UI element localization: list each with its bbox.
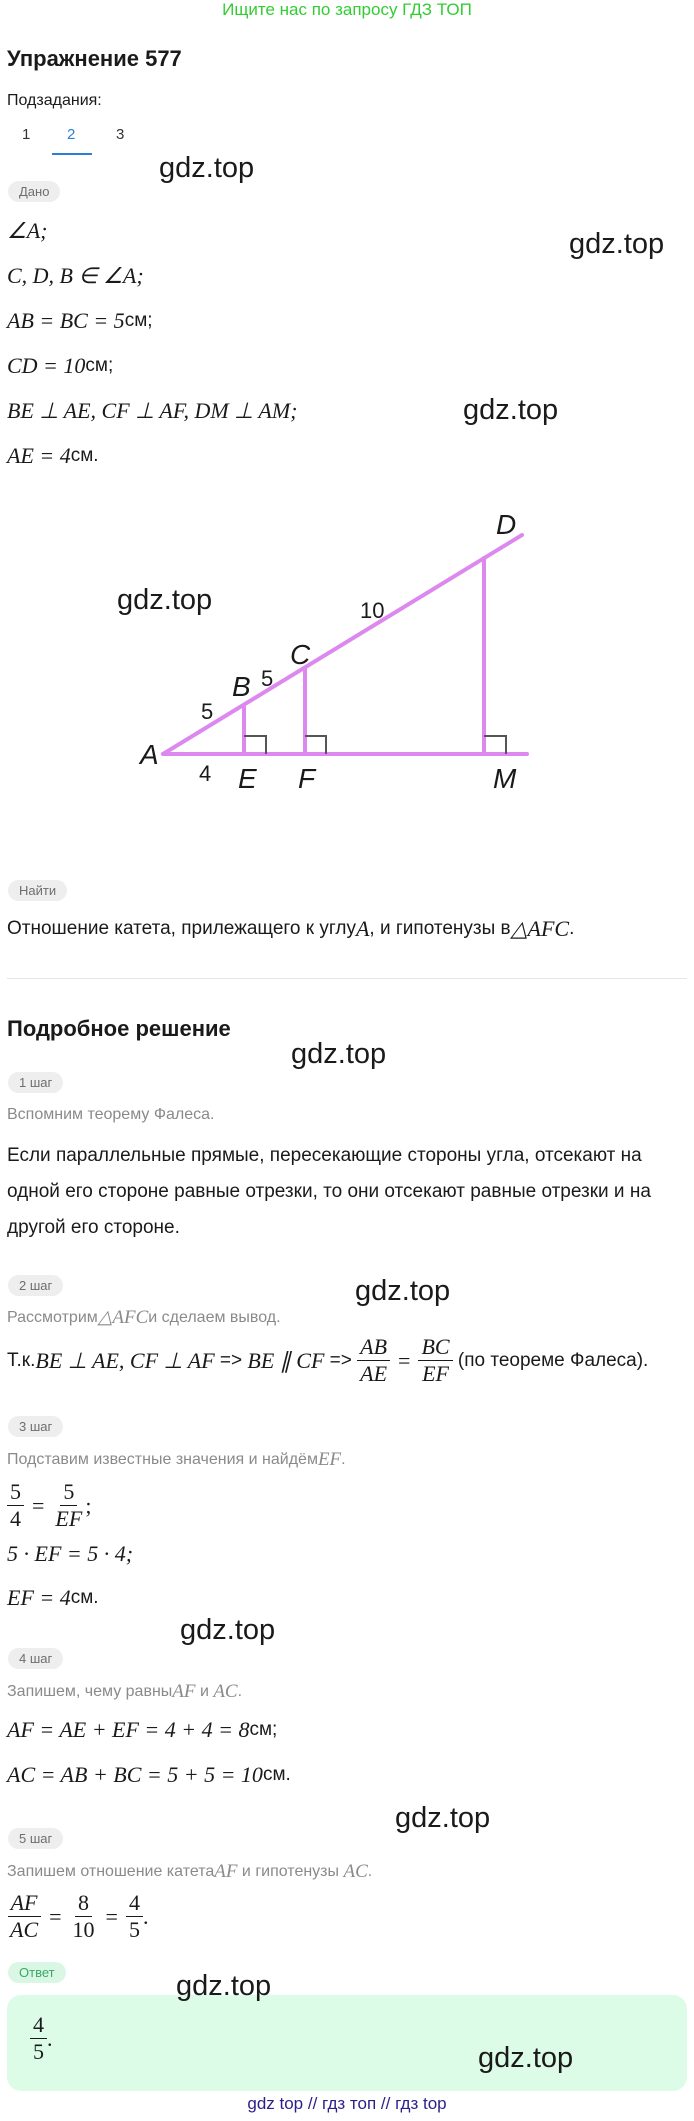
step-2-frac-1 — [357, 1334, 390, 1387]
step-2-hint — [7, 1306, 281, 1329]
step-3-frac-1-den: 4 — [10, 1506, 21, 1531]
step-5-frac-1 — [7, 1890, 41, 1943]
step-5-badge: 5 шаг — [8, 1828, 63, 1849]
step-2-arrow-1: => — [214, 1349, 248, 1371]
point-label-d: D — [496, 509, 517, 540]
watermark-10: gdz.top — [478, 2042, 574, 2074]
step-5-frac-2 — [70, 1890, 98, 1943]
step-4-line-2-unit: см. — [262, 1764, 291, 1785]
step-5-frac-1-num: AF — [8, 1890, 41, 1917]
footer-link-1[interactable]: gdz top — [247, 2094, 304, 2113]
answer-frac — [30, 2012, 47, 2065]
find-math-1: A — [355, 916, 370, 941]
watermark-1: gdz.top — [159, 152, 255, 184]
find-badge: Найти — [8, 880, 67, 901]
step-2-math-1: BE ⊥ AE, CF ⊥ AF — [35, 1347, 215, 1373]
geometry-diagram — [0, 490, 694, 820]
step-2-math-2: BE ∥ CF — [247, 1347, 325, 1373]
length-label-ab: 5 — [201, 699, 214, 724]
step-4-line-2 — [7, 1762, 291, 1788]
find-text — [7, 916, 574, 942]
answer-frac-num: 4 — [30, 2012, 47, 2039]
footer-link-3[interactable]: гдз top — [395, 2094, 447, 2113]
step-2-hint-b: и сделаем вывод. — [148, 1308, 281, 1326]
step-5-frac-3-den: 5 — [128, 1917, 140, 1942]
find-text-3: . — [569, 918, 575, 939]
step-5-frac-1-den: AC — [10, 1917, 39, 1942]
step-3-hint-a: Подставим известные значения и найдём — [7, 1451, 318, 1468]
step-5-frac-2-num: 8 — [75, 1890, 92, 1917]
step-2-frac-1-num: AB — [357, 1334, 390, 1361]
given-line-3 — [7, 308, 153, 334]
tab-1[interactable]: 1 — [22, 126, 31, 143]
step-4-line-2-math: AC = AB + BC = 5 + 5 = 10 — [7, 1762, 263, 1787]
step-5-frac-2-den: 10 — [72, 1917, 95, 1942]
line-ad — [163, 535, 522, 754]
point-label-e: E — [238, 763, 257, 794]
answer-value — [30, 2012, 53, 2065]
step-2-badge: 2 шаг — [8, 1275, 63, 1296]
watermark-6: gdz.top — [355, 1275, 451, 1307]
right-angle-f — [305, 736, 326, 754]
footer-sep-1: // — [303, 2094, 323, 2113]
given-line-4-unit: см; — [85, 355, 114, 376]
step-2-hint-a: Рассмотрим — [7, 1308, 98, 1326]
step-4-hint-math-2: AC — [213, 1681, 238, 1702]
step-4-badge: 4 шаг — [8, 1648, 63, 1669]
step-2-hint-math: △AFC — [97, 1307, 149, 1328]
length-label-bc: 5 — [261, 666, 274, 691]
subtasks-label: Подзадания: — [7, 92, 102, 109]
answer-badge: Ответ — [8, 1962, 66, 1983]
step-4-hint-b: и — [195, 1683, 214, 1700]
footer-sep-2: // — [376, 2094, 396, 2113]
watermark-3: gdz.top — [463, 394, 559, 426]
step-5-hint — [7, 1861, 372, 1883]
find-math-2: △AFC — [510, 916, 570, 941]
footer-links — [0, 2094, 694, 2114]
step-4-line-1-math: AF = AE + EF = 4 + 4 = 8 — [7, 1717, 250, 1742]
watermark-7: gdz.top — [180, 1614, 276, 1646]
step-3-hint-b: . — [341, 1451, 346, 1468]
step-3-hint — [7, 1449, 346, 1471]
right-angle-e — [244, 736, 266, 754]
watermark-5: gdz.top — [291, 1038, 387, 1070]
answer-box — [7, 1995, 687, 2091]
step-2-frac-1-den: AE — [360, 1361, 388, 1386]
step-5-dot: . — [142, 1903, 149, 1929]
given-line-1: ∠A; — [7, 218, 48, 243]
given-line-6-math: AE = 4 — [7, 443, 71, 468]
divider — [7, 978, 687, 979]
step-2-eq: = — [398, 1347, 411, 1373]
given-line-6 — [7, 443, 99, 469]
given-badge: Дано — [8, 181, 60, 202]
given-line-6-unit: см. — [70, 445, 99, 466]
step-3-line-3-math: EF = 4 — [7, 1585, 71, 1610]
given-line-3-unit: см; — [124, 310, 153, 331]
step-3-line-3 — [7, 1585, 99, 1611]
answer-frac-den: 5 — [33, 2039, 44, 2064]
step-4-hint-c: . — [237, 1683, 243, 1700]
find-text-1: Отношение катета, прилежащего к углу — [7, 918, 356, 939]
step-3-frac-2-den: EF — [55, 1506, 83, 1531]
step-1-badge: 1 шаг — [8, 1072, 63, 1093]
step-1-hint: Вспомним теорему Фалеса. — [7, 1106, 215, 1123]
step-3-frac-1 — [7, 1479, 24, 1532]
step-5-eq-1: = — [49, 1903, 62, 1929]
step-5-eq-2: = — [105, 1903, 118, 1929]
tab-2-underline — [52, 153, 92, 155]
step-5-hint-a: Запишем отношение катета — [7, 1863, 215, 1880]
point-label-b: B — [232, 671, 251, 702]
step-4-line-1 — [7, 1717, 277, 1743]
given-line-3-math: AB = BC = 5 — [7, 308, 125, 333]
step-2-tail: (по теореме Фалеса). — [452, 1349, 649, 1371]
step-3-frac-2-num: 5 — [60, 1479, 77, 1506]
watermark-8: gdz.top — [395, 1802, 491, 1834]
watermark-9: gdz.top — [176, 1970, 272, 2002]
top-banner[interactable]: Ищите нас по запросу ГДЗ ТОП — [222, 0, 472, 19]
find-text-2: , и гипотенузы в — [369, 918, 511, 939]
step-2-tk: Т.к. — [7, 1349, 36, 1371]
solution-title: Подробное решение — [7, 1016, 231, 1041]
step-3-frac-1-num: 5 — [7, 1479, 24, 1506]
step-4-hint — [7, 1681, 242, 1703]
step-3-eq: = — [32, 1492, 45, 1518]
right-angle-m — [484, 736, 506, 754]
length-label-ae: 4 — [199, 761, 212, 786]
point-label-f: F — [298, 763, 316, 794]
step-2-frac-2-num: BC — [418, 1334, 452, 1361]
given-line-5: BE ⊥ AE, CF ⊥ AF, DM ⊥ AM; — [7, 398, 298, 423]
step-5-frac-3 — [126, 1890, 143, 1943]
given-line-4-math: CD = 10 — [7, 353, 86, 378]
given-line-4 — [7, 353, 113, 379]
step-5-hint-b: и гипотенузы — [237, 1863, 344, 1880]
point-label-m: M — [493, 763, 517, 794]
step-3-line-2: 5 · EF = 5 · 4; — [7, 1541, 134, 1566]
step-4-hint-a: Запишем, чему равны — [7, 1683, 173, 1700]
given-line-2: C, D, B ∈ ∠A; — [7, 263, 144, 288]
footer-link-2[interactable]: гдз топ — [322, 2094, 377, 2113]
step-2-formula — [7, 1334, 648, 1387]
step-3-line-3-unit: см. — [70, 1587, 99, 1608]
step-2-arrow-2: => — [324, 1349, 358, 1371]
step-2-frac-2-den: EF — [422, 1361, 449, 1386]
step-5-frac-3-num: 4 — [126, 1890, 143, 1917]
watermark-4: gdz.top — [117, 584, 213, 616]
step-3-semicolon: ; — [85, 1492, 92, 1518]
answer-dot: . — [47, 2025, 53, 2051]
watermark-2: gdz.top — [569, 228, 665, 260]
step-5-hint-math-1: AF — [214, 1861, 238, 1882]
step-3-badge: 3 шаг — [8, 1416, 63, 1437]
step-5-hint-math-2: AC — [343, 1861, 368, 1882]
step-5-hint-c: . — [367, 1863, 373, 1880]
point-label-c: C — [290, 639, 311, 670]
tab-3[interactable]: 3 — [116, 126, 125, 143]
page-title: Упражнение 577 — [7, 46, 182, 71]
tab-2[interactable]: 2 — [67, 126, 76, 143]
step-4-line-1-unit: см; — [249, 1719, 278, 1740]
step-2-frac-2 — [418, 1334, 452, 1387]
length-label-cd: 10 — [360, 598, 385, 623]
step-3-frac-2 — [52, 1479, 85, 1532]
step-1-text: Если параллельные прямые, пересекающие стороны угла, отсекают на одной его стороне равные отрезки, то они отсекают равные отрезки и на другой его стороне. — [7, 1145, 651, 1238]
point-label-a: A — [140, 739, 159, 770]
step-5-formula — [7, 1890, 148, 1943]
step-3-formula — [7, 1479, 91, 1532]
step-3-hint-math: EF — [317, 1449, 342, 1470]
step-4-hint-math-1: AF — [172, 1681, 196, 1702]
